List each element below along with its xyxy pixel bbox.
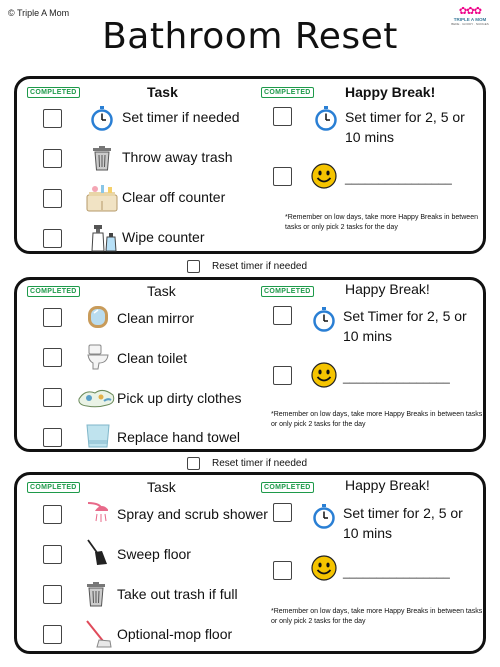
task-checkbox[interactable] [43, 149, 62, 168]
completed-badge: COMPLETED [27, 482, 80, 493]
timer-instruction: Set timer for 2, 5 or 10 mins [343, 505, 463, 541]
task-checkbox[interactable] [43, 545, 62, 564]
section-card-2 [14, 277, 486, 452]
page-title: Bathroom Reset [102, 16, 398, 57]
completed-badge: COMPLETED [261, 87, 314, 98]
stopwatch-icon [313, 105, 339, 131]
reset-timer-label: Reset timer if needed [212, 458, 308, 469]
break-checkbox[interactable] [273, 306, 292, 325]
task-checkbox[interactable] [43, 229, 62, 248]
break-checkbox[interactable] [273, 366, 292, 385]
reminder-note: *Remember on low days, take more Happy Breaks in between tasks or only pick 2 tasks for the day [285, 214, 478, 231]
task-label: Clean mirror [117, 310, 195, 326]
reset-timer-row [0, 455, 500, 473]
task-checkbox[interactable] [43, 428, 62, 447]
break-checkbox[interactable] [273, 167, 292, 186]
mirror-icon [85, 304, 111, 330]
task-checkbox[interactable] [43, 625, 62, 644]
spray-bottle-icon [89, 223, 119, 253]
timer-instruction: Set Timer for 2, 5 or 10 mins [343, 308, 467, 344]
break-heading: Happy Break! [345, 477, 430, 493]
stopwatch-icon [311, 503, 337, 529]
task-heading: Task [147, 283, 176, 299]
smiley-face-icon [311, 163, 337, 189]
completed-badge: COMPLETED [27, 286, 80, 297]
reminder-note: *Remember on low days, take more Happy Breaks in between tasks or only pick 2 tasks for the day [271, 411, 483, 428]
mop-icon [83, 619, 113, 649]
task-label: Spray and scrub shower [117, 506, 268, 522]
task-label: Wipe counter [122, 229, 205, 245]
hand-towel-icon [83, 422, 113, 450]
task-checkbox[interactable] [43, 585, 62, 604]
smiley-face-icon [311, 555, 337, 581]
task-label: Take out trash if full [117, 586, 238, 602]
task-label: Clean toilet [117, 350, 188, 366]
trash-can-icon [83, 581, 109, 607]
task-checkbox[interactable] [43, 308, 62, 327]
task-label: Optional-mop floor [117, 626, 233, 642]
logo-brand: TRIPLE A MOM [453, 17, 487, 22]
stopwatch-icon [89, 105, 115, 131]
task-label: Set timer if needed [122, 109, 240, 125]
break-heading: Happy Break! [345, 281, 430, 297]
task-label: Throw away trash [122, 149, 233, 165]
trash-can-icon [89, 145, 115, 171]
stopwatch-icon [311, 306, 337, 332]
task-checkbox[interactable] [43, 109, 62, 128]
section-card-3 [14, 472, 486, 654]
task-heading: Task [147, 479, 176, 495]
break-checkbox[interactable] [273, 107, 292, 126]
blank-line: ________________ [345, 171, 452, 185]
reset-timer-label: Reset timer if needed [212, 261, 308, 272]
broom-icon [83, 539, 109, 565]
completed-badge: COMPLETED [27, 87, 80, 98]
reminder-note: *Remember on low days, take more Happy Breaks in between tasks or only pick 2 tasks for the day [271, 608, 483, 625]
blank-line: ________________ [343, 565, 450, 579]
cluttered-counter-icon [85, 183, 119, 213]
task-checkbox[interactable] [43, 505, 62, 524]
completed-badge: COMPLETED [261, 286, 314, 297]
blank-line: ________________ [343, 370, 450, 384]
copyright: © Triple A Mom [8, 8, 70, 18]
shower-icon [83, 501, 109, 527]
task-label: Replace hand towel [117, 429, 240, 445]
smiley-face-icon [311, 362, 337, 388]
reset-timer-row [0, 258, 500, 276]
task-heading: Task [147, 84, 178, 100]
logo-tagline: BEDE · GOODY · NUDGES [451, 22, 489, 26]
reset-timer-checkbox[interactable] [187, 260, 200, 273]
section-card-1 [14, 76, 486, 254]
task-checkbox[interactable] [43, 348, 62, 367]
task-label: Sweep floor [117, 546, 191, 562]
break-checkbox[interactable] [273, 561, 292, 580]
break-heading: Happy Break! [345, 84, 436, 100]
toilet-icon [85, 344, 111, 370]
task-checkbox[interactable] [43, 388, 62, 407]
flowers-icon: ✿✿✿ [458, 6, 482, 17]
task-checkbox[interactable] [43, 189, 62, 208]
timer-instruction: Set timer for 2, 5 or 10 mins [345, 109, 465, 145]
reset-timer-checkbox[interactable] [187, 457, 200, 470]
task-label: Pick up dirty clothes [117, 390, 242, 406]
task-label: Clear off counter [122, 189, 226, 205]
completed-badge: COMPLETED [261, 482, 314, 493]
dirty-clothes-icon [77, 384, 117, 410]
break-checkbox[interactable] [273, 503, 292, 522]
